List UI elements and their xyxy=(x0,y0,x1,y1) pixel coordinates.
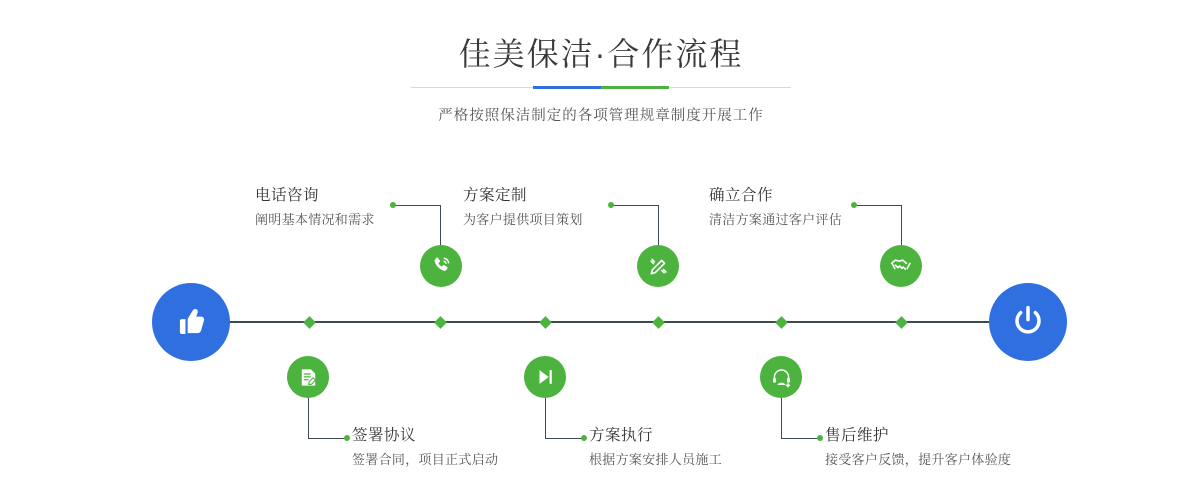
connector-line xyxy=(308,438,348,439)
step-desc: 接受客户反馈，提升客户体验度 xyxy=(825,452,1012,467)
phone-call-icon xyxy=(429,254,453,278)
step-desc: 签署合同，项目正式启动 xyxy=(352,452,499,467)
page-subtitle: 严格按照保洁制定的各项管理规章制度开展工作 xyxy=(438,108,764,124)
step-label-1 xyxy=(255,186,375,230)
headset-support-icon xyxy=(770,366,793,389)
step-title: 签署协议 xyxy=(352,427,417,444)
step-icon-4 xyxy=(524,356,566,398)
step-title: 方案执行 xyxy=(589,427,654,444)
step-label-2 xyxy=(352,426,498,470)
step-desc: 根据方案安排人员施工 xyxy=(589,452,723,467)
step-title: 方案定制 xyxy=(463,187,528,204)
step-label-6 xyxy=(825,426,1011,470)
connector-line xyxy=(781,438,821,439)
end-node xyxy=(989,283,1067,361)
step-icon-5 xyxy=(880,245,922,287)
page-title: 佳美保洁·合作流程 xyxy=(458,36,744,72)
document-edit-icon xyxy=(297,366,320,389)
connector-line xyxy=(901,205,902,245)
connector-line xyxy=(613,205,659,206)
connector-dot xyxy=(390,202,396,208)
connector-dot xyxy=(344,435,350,441)
connector-line xyxy=(658,205,659,245)
step-title: 确立合作 xyxy=(709,187,774,204)
step-icon-6 xyxy=(760,356,802,398)
axis-node-marker xyxy=(652,316,665,329)
step-icon-3 xyxy=(637,245,679,287)
step-desc: 清洁方案通过客户评估 xyxy=(709,212,843,227)
connector-line xyxy=(440,205,441,245)
step-label-5 xyxy=(709,186,842,230)
step-icon-1 xyxy=(420,245,462,287)
step-icon-2 xyxy=(287,356,329,398)
connector-line xyxy=(308,398,309,439)
step-label-4 xyxy=(589,426,722,470)
axis-node-marker xyxy=(539,316,552,329)
connector-line xyxy=(395,205,441,206)
step-title: 售后维护 xyxy=(825,427,890,444)
connector-line xyxy=(545,398,546,439)
power-icon xyxy=(1008,302,1048,342)
start-node xyxy=(152,283,230,361)
axis-node-marker xyxy=(775,316,788,329)
pen-ruler-icon xyxy=(647,255,670,278)
axis-node-marker xyxy=(303,316,316,329)
connector-dot xyxy=(817,435,823,441)
connector-line xyxy=(545,438,585,439)
connector-line xyxy=(781,398,782,439)
connector-line xyxy=(856,205,902,206)
step-label-3 xyxy=(463,186,583,230)
axis-node-marker xyxy=(434,316,447,329)
step-desc: 阐明基本情况和需求 xyxy=(255,212,375,227)
connector-dot xyxy=(581,435,587,441)
play-forward-icon xyxy=(534,366,556,388)
connector-dot xyxy=(608,202,614,208)
axis-node-marker xyxy=(895,316,908,329)
thumbs-up-icon xyxy=(172,303,210,341)
connector-dot xyxy=(851,202,857,208)
step-title: 电话咨询 xyxy=(255,187,320,204)
step-desc: 为客户提供项目策划 xyxy=(463,212,583,227)
handshake-icon xyxy=(889,254,913,278)
